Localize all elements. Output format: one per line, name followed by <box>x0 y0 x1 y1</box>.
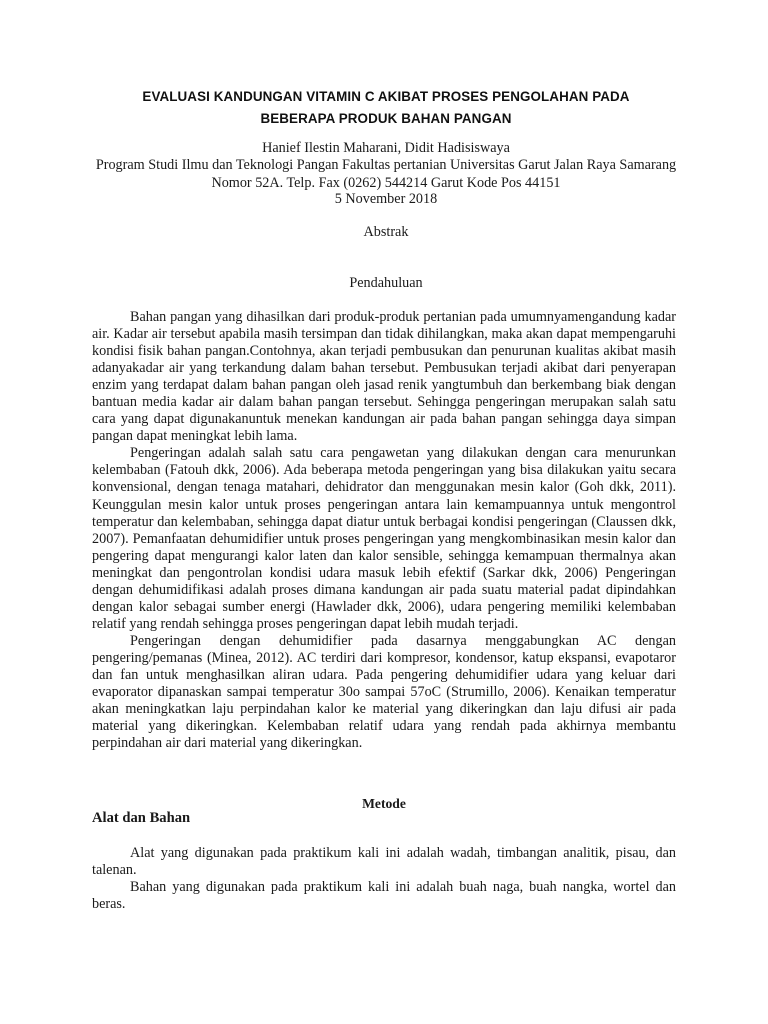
affiliation: Program Studi Ilmu dan Teknologi Pangan Fakultas pertanian Universitas Garut Jalan Raya Samarang Nomor 52A. Telp. Fax (0262) 544214 Garut Kode Pos 44151 <box>95 157 677 191</box>
title-line-1: EVALUASI KANDUNGAN VITAMIN C AKIBAT PROSES PENGOLAHAN PADA <box>142 89 630 104</box>
date: 5 November 2018 <box>334 191 438 207</box>
abstract-heading: Abstrak <box>363 224 409 240</box>
intro-body <box>92 309 676 752</box>
method-paragraph: Bahan yang digunakan pada praktikum kali ini adalah buah naga, buah nangka, wortel dan beras. <box>92 879 676 913</box>
method-paragraph: Alat yang digunakan pada praktikum kali ini adalah wadah, timbangan analitik, pisau, dan talenan. <box>92 845 676 879</box>
intro-paragraph: Pengeringan adalah salah satu cara pengawetan yang dilakukan dengan cara menurunkan kelembaban (Fatouh dkk, 2006). Ada beberapa metoda pengeringan yang bisa dilakukan yaitu secara konvensional, dengan tenaga matahari, dehidrator dan menggunakan mesin kalor (Goh dkk, 2011). Keunggulan mesin kalor untuk proses pengeringan antara lain kemampuannya untuk mengontrol temperatur dan kelembaban, sehingga dapat diatur untuk berbagai kondisi pengeringan (Claussen dkk, 2007). Pemanfaatan dehumidifier untuk proses pengeringan yang mengkombinasikan mesin kalor dan pengering dapat mengurangi kalor laten dan kalor sensible, sehingga kemampuan thermalnya akan meningkat dan pengontrolan kondisi udara masuk lebih efektif (Sarkar dkk, 2006) Pengeringan dengan dehumidifikasi adalah proses dimana kandungan air pada suatu material padat dipindahkan dengan kalor sebagai sumber energi (Hawlader dkk, 2006), udara pengering memiliki kelembaban relatif yang rendah sehingga proses pengeringan dapat lebih mudah terjadi. <box>92 445 676 632</box>
method-body <box>92 845 676 913</box>
authors: Hanief Ilestin Maharani, Didit Hadisiswaya <box>262 140 510 156</box>
intro-paragraph: Bahan pangan yang dihasilkan dari produk-produk pertanian pada umumnyamengandung kadar air. Kadar air tersebut apabila masih tersimpan dan tidak dihilangkan, maka akan dapat mempengaruhi kondisi fisik bahan pangan.Contohnya, akan terjadi pembusukan dan penurunan kualitas akibat masih adanyakadar air yang terkandung dalam bahan tersebut. Pembusukan terjadi akibat dari penyerapan enzim yang terdapat dalam bahan pangan oleh jasad renik yangtumbuh dan berkembang biak dengan bantuan media kadar air dalam bahan pangan tersebut. Sehingga pengeringan merupakan salah satu cara yang dapat digunakanuntuk menekan kandungan air pada bahan pangan sehingga daya simpan pangan dapat meningkat lebih lama. <box>92 309 676 445</box>
intro-heading: Pendahuluan <box>349 275 423 291</box>
materials-subheading: Alat dan Bahan <box>92 810 191 826</box>
intro-paragraph: Pengeringan dengan dehumidifier pada dasarnya menggabungkan AC dengan pengering/pemanas (Minea, 2012). AC terdiri dari kompresor, kondensor, katup ekspansi, evapotaror dan fan untuk menghasilkan aliran udara. Pada pengering dehumidifier udara yang keluar dari evaporator dipanaskan sampai temperatur 30o sampai 57oC (Strumillo, 2006). Kenaikan temperatur akan meningkatkan laju perpindahan kalor ke material yang dikeringkan dan laju difusi air pada material yang dikeringkan. Kelembaban relatif udara yang rendah pada akhirnya membantu perpindahan air dari material yang dikeringkan. <box>92 632 676 752</box>
method-heading: Metode <box>362 796 406 811</box>
title-line-2: BEBERAPA PRODUK BAHAN PANGAN <box>260 111 512 126</box>
